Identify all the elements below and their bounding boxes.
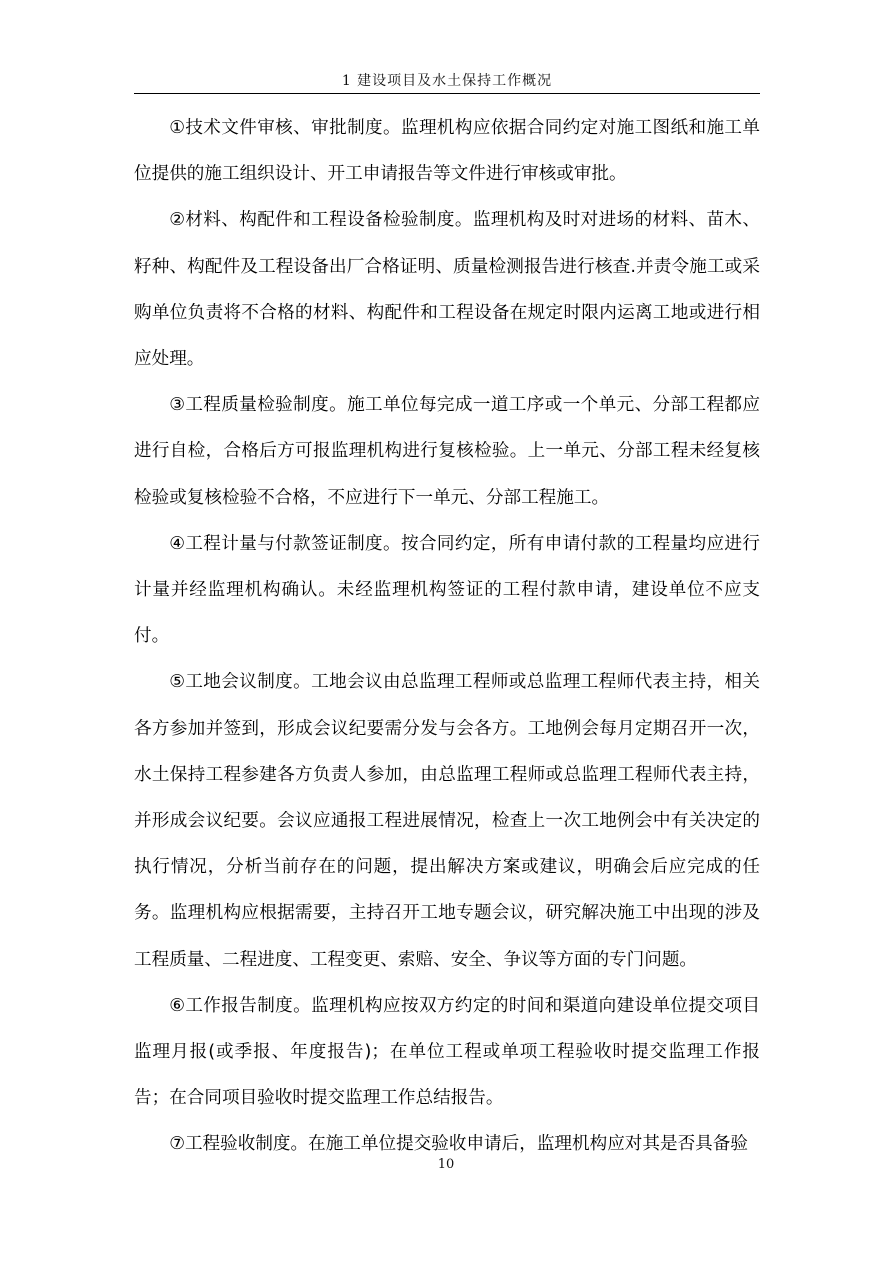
paragraph-technical-document-review: ①技术文件审核、审批制度。监理机构应依据合同约定对施工图纸和施工单位提供的施工组织设计、开工申请报告等文件进行审核或审批。 [134,118,760,185]
paragraph-material-inspection: ②材料、构配件和工程设备检验制度。监理机构及时对进场的材料、苗木、籽种、构配件及工程设备出厂合格证明、质量检测报告进行核查.并责令施工或采购单位负责将不合格的材料、构配件和工程设备在规定时限内运离工地或进行相应处理。 [134,210,760,370]
paragraph-quality-inspection: ③工程质量检验制度。施工单位每完成一道工序或一个单元、分部工程都应进行自检，合格后方可报监理机构进行复核检验。上一单元、分部工程未经复核检验或复核检验不合格，不应进行下一单元、分部工程施工。 [134,395,760,508]
paragraph-site-meeting: ⑤工地会议制度。工地会议由总监理工程师或总监理工程师代表主持，相关各方参加并签到，形成会议纪要需分发与会各方。工地例会每月定期召开一次，水土保持工程参建各方负责人参加，由总监理工程师或总监理工程师代表主持，并形成会议纪要。会议应通报工程进展情况，检查上一次工地例会中有关决定的执行情况，分析当前存在的问题，提出解决方案或建议，明确会后应完成的任务。监理机构应根据需要，主持召开工地专题会议，研究解决施工中出现的涉及工程质量、二程进度、工程变更、索赔、安全、争议等方面的专门问题。 [134,672,760,970]
document-body [134,105,760,1168]
page-number: 10 [437,1157,455,1172]
header-divider [134,93,760,94]
paragraph-work-report: ⑥工作报告制度。监理机构应按双方约定的时间和渠道向建设单位提交项目监理月报(或季报、年度报告)；在单位工程或单项工程验收时提交监理工作报告；在合同项目验收时提交监理工作总结报告。 [134,995,760,1109]
paragraph-acceptance: ⑦工程验收制度。在施工单位提交验收申请后，监理机构应对其是否具备验 [169,1134,748,1155]
running-header: 1 建设项目及水土保持工作概况 [341,73,553,89]
paragraph-measurement-payment: ④工程计量与付款签证制度。按合同约定，所有申请付款的工程量均应进行计量并经监理机构确认。未经监理机构签证的工程付款申请，建设单位不应支付。 [134,533,760,647]
